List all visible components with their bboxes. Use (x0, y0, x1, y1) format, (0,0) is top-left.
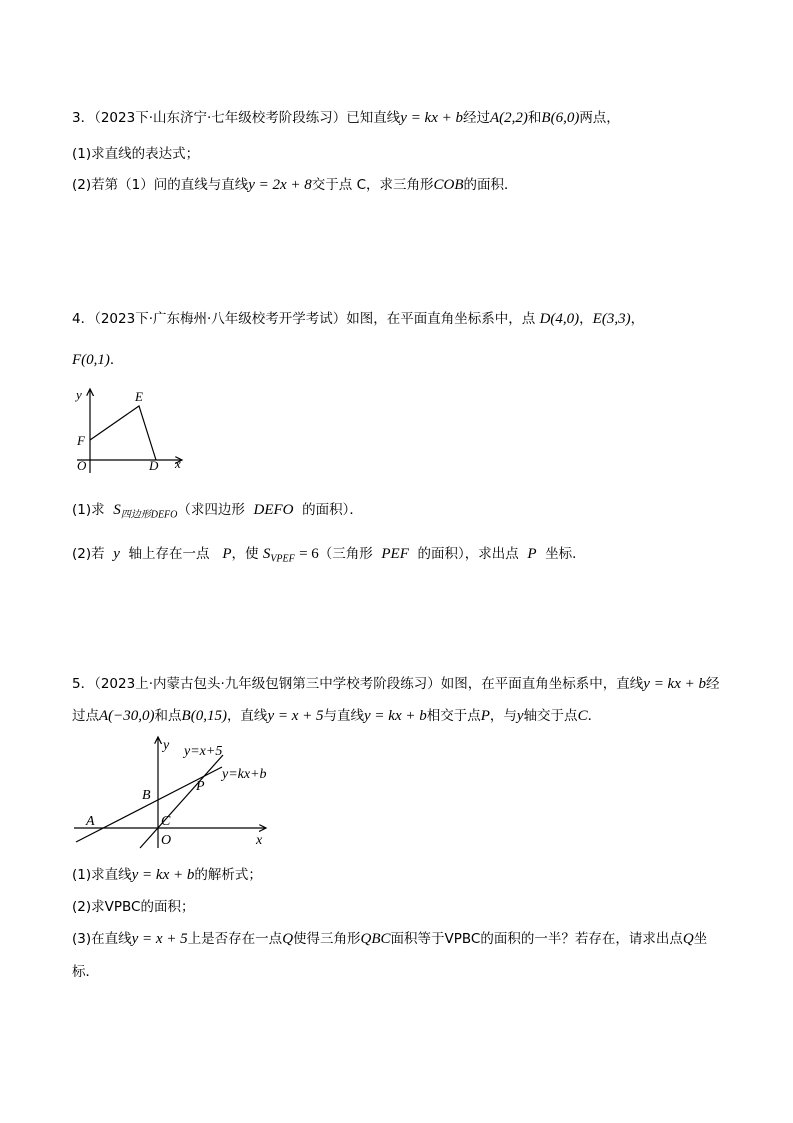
q5-c: C (577, 708, 588, 724)
q5-label-l1: y=x+5 (184, 744, 223, 759)
q4-s2-symbol: S (262, 546, 271, 562)
q4-eq6: = 6 (299, 546, 319, 562)
q5-eq4: y = kx + b (131, 867, 195, 883)
q5-p: P (480, 708, 490, 724)
q5-eq3: y = kx + b (364, 708, 427, 724)
q5-text: 与直线 (323, 708, 364, 724)
q3-part1 (72, 144, 723, 164)
q3-part1-text: (1)求直线的表达式； (72, 146, 200, 162)
q3-text: 和 (527, 110, 542, 126)
q5-text: (3)在直线 (72, 931, 132, 947)
q4-quad-edges (90, 406, 156, 460)
q5-point-a: A(−30,0) (99, 708, 155, 724)
q5-y: y (516, 708, 524, 724)
q5-text: 面积等于VPBC的面积的一半？若存在，请求出点 (390, 931, 683, 947)
q5-text: 过点 (72, 708, 99, 724)
q3-eq-line: y = kx + b (400, 110, 463, 126)
q5-eq5: y = x + 5 (131, 931, 188, 947)
q4-text: （求四边形 (177, 502, 245, 518)
q3-point-b: B(6,0) (541, 110, 580, 126)
q4-figure (72, 383, 202, 475)
q3-stem (72, 108, 723, 128)
q3-intro: 3．（2023下·山东济宁·七年级校考阶段练习）已知直线 (72, 110, 401, 126)
q5-text: ，与 (489, 708, 517, 724)
q3-triangle: COB (433, 177, 464, 193)
q5-text: 标． (72, 964, 99, 980)
q4-y: y (113, 546, 120, 562)
q3-text: 交于点 C，求三角形 (311, 177, 434, 193)
q4-s-subscript: 四边形DEFO (120, 509, 178, 521)
q3-eq-line2: y = 2x + 8 (248, 177, 312, 193)
q4-point-d: D(4,0) (539, 311, 580, 327)
q3-part2 (72, 175, 723, 195)
q4-text: 坐标． (545, 546, 586, 562)
q5-text: (1)求直线 (72, 867, 132, 883)
q5-label-p: P (196, 779, 205, 794)
q4-label-x: x (175, 456, 181, 471)
q5-text: 坐 (693, 931, 708, 947)
q4-text: ， (579, 311, 593, 327)
q4-text: 轴上存在一点 (128, 546, 210, 562)
q5-text: 相交于点 (426, 708, 481, 724)
q5-text: 上是否存在一点 (187, 931, 283, 947)
q5-part3-cont (72, 962, 723, 982)
q5-stem (72, 674, 723, 694)
q5-text: ，直线 (226, 708, 268, 724)
q5-figure (72, 733, 272, 850)
q5-label-c: C (161, 814, 171, 829)
q4-s2-subscript: VPEF (270, 553, 295, 565)
q4-p2: P (527, 546, 537, 562)
q5-text: 和点 (154, 708, 182, 724)
q4-text: 的面积），求出点 (417, 546, 519, 562)
q5-intro: 5．（2023上·内蒙古包头·九年级包钢第三中学校考阶段练习）如图，在平面直角坐标系中，直线 (72, 676, 644, 692)
q4-text: (1)求 (72, 502, 105, 518)
q4-label-f: F (77, 433, 85, 448)
q5-text: ． (587, 708, 602, 724)
q5-eq2: y = x + 5 (267, 708, 324, 724)
q5-text: 的解析式； (194, 867, 262, 883)
q5-eq1: y = kx + b (643, 676, 706, 692)
q5-label-a: A (86, 814, 95, 829)
q4-s-symbol: S (113, 502, 121, 518)
q4-label-d: D (149, 458, 159, 473)
q4-label-e: E (135, 389, 143, 404)
q4-text: 的面积）． (302, 502, 363, 518)
q5-label-b: B (142, 788, 151, 803)
q4-part1 (72, 500, 723, 526)
q5-label-x: x (256, 833, 263, 848)
q4-point-f: F(0,1) (72, 352, 110, 368)
q4-text: （三角形 (318, 546, 373, 562)
q4-point-e: E(3,3) (592, 311, 631, 327)
q3-text: 经过 (463, 110, 490, 126)
q4-text: ． (109, 352, 124, 368)
q3-point-a: A(2,2) (490, 110, 528, 126)
q4-quad: DEFO (253, 502, 294, 518)
q4-text: ， (630, 311, 645, 327)
q5-point-b: B(0,15) (181, 708, 227, 724)
q4-intro: 4．（2023下·广东梅州·八年级校考开学考试）如图，在平面直角坐标系中，点 (72, 311, 536, 327)
q5-qbc: QBC (360, 931, 391, 947)
q4-part2 (72, 544, 723, 570)
q5-part2-text: (2)求VPBC的面积； (72, 899, 195, 915)
q4-label-o: O (77, 458, 87, 473)
q5-part2 (72, 897, 723, 917)
q5-label-y: y (163, 738, 170, 753)
q5-q: Q (282, 931, 294, 947)
q3-text: 的面积． (463, 177, 518, 193)
q4-text: ，使 (231, 546, 259, 562)
q5-label-o: O (161, 833, 172, 848)
q3-text: (2)若第（1）问的直线与直线 (72, 177, 249, 193)
q4-stem-cont (72, 350, 723, 370)
q5-text: 使得三角形 (293, 931, 361, 947)
q4-text: (2)若 (72, 546, 105, 562)
q5-label-l2: y=kx+b (222, 767, 267, 782)
q3-text: 两点， (579, 110, 620, 126)
q5-stem-cont (72, 706, 723, 726)
q4-stem (72, 309, 723, 329)
q5-line-x-plus-5 (140, 755, 223, 848)
q5-text: 经 (706, 676, 720, 692)
q4-triangle: PEF (381, 546, 409, 562)
q5-q2: Q (682, 931, 694, 947)
q5-part3 (72, 929, 723, 949)
q5-part1 (72, 865, 723, 885)
q4-p: P (222, 546, 232, 562)
q5-text: 轴交于点 (523, 708, 578, 724)
q4-label-y: y (76, 387, 82, 402)
